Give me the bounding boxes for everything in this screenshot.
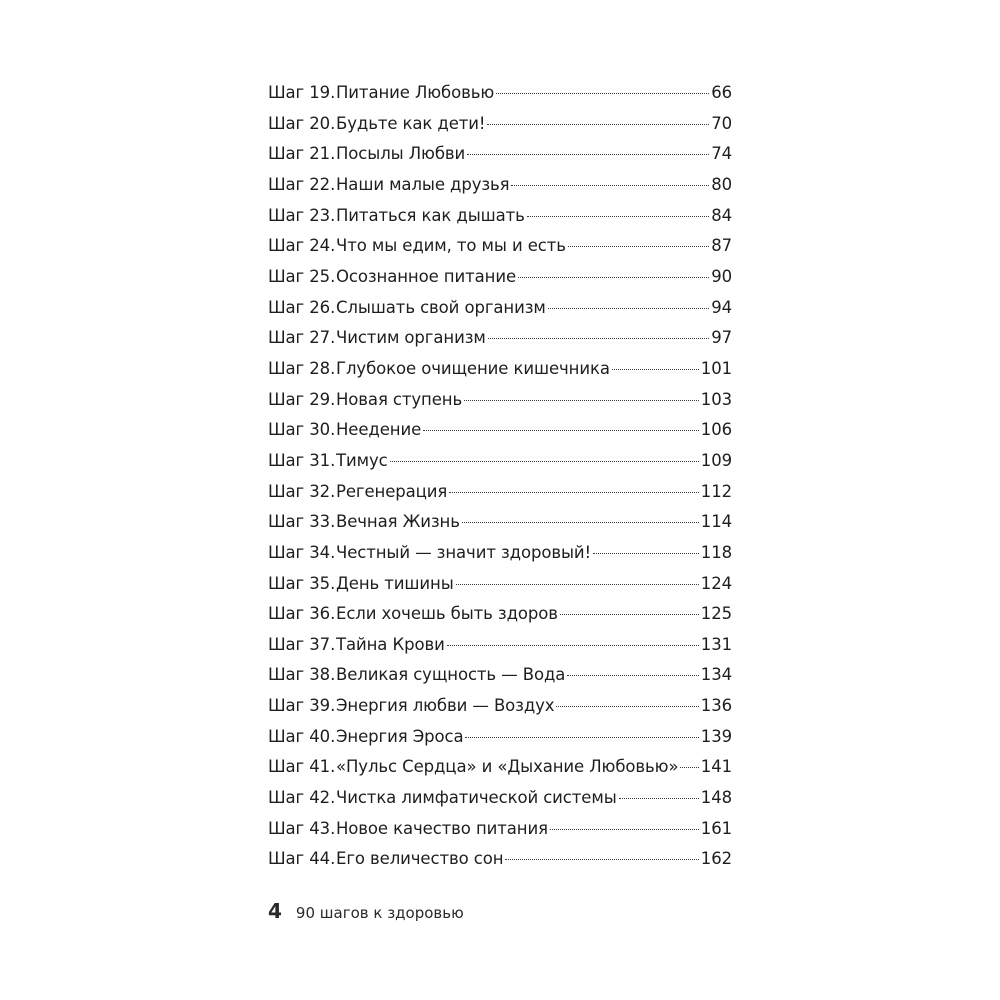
toc-entry-title: Энергия Эроса (336, 726, 464, 746)
toc-entry[interactable] (268, 569, 732, 600)
toc-entry[interactable] (268, 139, 732, 170)
toc-entry-title: Честный — значит здоровый! (336, 542, 592, 562)
toc-entry-title: Если хочешь быть здоров (336, 604, 558, 624)
toc-step-label: Шаг 37. (268, 634, 336, 654)
toc-page-number: 162 (700, 849, 732, 869)
toc-step-label: Шаг 41. (268, 757, 336, 777)
toc-dot-leader (527, 216, 709, 217)
toc-dot-leader (511, 185, 709, 186)
toc-page-number: 161 (700, 818, 732, 838)
toc-step-label: Шаг 28. (268, 358, 336, 378)
toc-page-number: 106 (700, 420, 732, 440)
page-number: 4 (268, 899, 282, 923)
toc-page-number: 131 (700, 634, 732, 654)
toc-entry-title: Его величество сон (336, 849, 504, 869)
toc-step-label: Шаг 27. (268, 328, 336, 348)
toc-step-label: Шаг 44. (268, 849, 336, 869)
toc-entry-title: Чистка лимфатической системы (336, 788, 617, 808)
toc-entry-title: Великая сущность — Вода (336, 665, 566, 685)
toc-dot-leader (423, 430, 699, 431)
toc-dot-leader (560, 614, 699, 615)
toc-page-number: 125 (700, 604, 732, 624)
toc-page-number: 103 (700, 389, 732, 409)
toc-entry[interactable] (268, 109, 732, 140)
toc-step-label: Шаг 21. (268, 144, 336, 164)
toc-entry-title: Вечная Жизнь (336, 512, 460, 532)
toc-entry-title: Тимус (336, 450, 388, 470)
toc-entry[interactable] (268, 262, 732, 293)
toc-entry-title: Чистим организм (336, 328, 486, 348)
toc-step-label: Шаг 19. (268, 83, 336, 102)
toc-entry-title: Питаться как дышать (336, 205, 525, 225)
toc-dot-leader (487, 124, 709, 125)
toc-entry-title: Регенерация (336, 481, 448, 501)
toc-dot-leader (556, 706, 698, 707)
toc-entry[interactable] (268, 844, 732, 875)
toc-entry[interactable] (268, 385, 732, 416)
toc-page-number: 80 (711, 174, 732, 194)
toc-page-number: 139 (700, 726, 732, 746)
toc-entry[interactable] (268, 415, 732, 446)
toc-step-label: Шаг 33. (268, 512, 336, 532)
toc-page-number: 109 (700, 450, 732, 470)
toc-step-label: Шаг 34. (268, 542, 336, 562)
toc-step-label: Шаг 38. (268, 665, 336, 685)
toc-page-number: 90 (711, 266, 732, 286)
toc-page-number: 66 (711, 83, 732, 102)
toc-dot-leader (449, 492, 699, 493)
toc-step-label: Шаг 25. (268, 266, 336, 286)
toc-page-number: 70 (711, 113, 732, 133)
toc-page-number: 141 (700, 757, 732, 777)
toc-page-number: 74 (711, 144, 732, 164)
toc-page-number: 94 (711, 297, 732, 317)
toc-entry-title: Неедение (336, 420, 422, 440)
toc-page-number: 148 (700, 788, 732, 808)
toc-entry-title: Питание Любовью (336, 83, 495, 102)
toc-entry[interactable] (268, 446, 732, 477)
toc-dot-leader (619, 798, 699, 799)
toc-entry[interactable] (268, 170, 732, 201)
toc-entry[interactable] (268, 507, 732, 538)
toc-entry-title: День тишины (336, 573, 454, 593)
running-title: 90 шагов к здоровью (295, 904, 464, 922)
toc-entry-title: Новое качество питания (336, 818, 548, 838)
toc-step-label: Шаг 30. (268, 420, 336, 440)
toc-entry-title: Что мы едим, то мы и есть (336, 236, 566, 256)
toc-entry[interactable] (268, 201, 732, 232)
toc-dot-leader (568, 246, 709, 247)
toc-entry[interactable] (268, 477, 732, 508)
toc-step-label: Шаг 31. (268, 450, 336, 470)
toc-dot-leader (593, 553, 699, 554)
toc-step-label: Шаг 43. (268, 818, 336, 838)
toc-entry[interactable] (268, 78, 732, 109)
toc-page-number: 84 (711, 205, 732, 225)
toc-dot-leader (612, 369, 699, 370)
toc-entry-title: Будьте как дети! (336, 113, 486, 133)
toc-step-label: Шаг 35. (268, 573, 336, 593)
toc-dot-leader (518, 277, 709, 278)
toc-entry-title: Осознанное питание (336, 266, 516, 286)
toc-entry[interactable] (268, 323, 732, 354)
toc-step-label: Шаг 36. (268, 604, 336, 624)
toc-page-number: 97 (711, 328, 732, 348)
toc-page-number: 118 (700, 542, 732, 562)
toc-dot-leader (464, 400, 699, 401)
toc-dot-leader (548, 308, 709, 309)
page-footer (268, 899, 464, 923)
toc-dot-leader (390, 461, 699, 462)
toc-step-label: Шаг 29. (268, 389, 336, 409)
toc-page-number: 101 (700, 358, 732, 378)
toc-dot-leader (465, 737, 698, 738)
toc-entry[interactable] (268, 599, 732, 630)
toc-entry-title: «Пульс Сердца» и «Дыхание Любовью» (336, 757, 679, 777)
toc-dot-leader (488, 338, 709, 339)
toc-entry[interactable] (268, 538, 732, 569)
toc-dot-leader (567, 675, 699, 676)
toc-dot-leader (447, 645, 699, 646)
toc-dot-leader (456, 584, 699, 585)
table-of-contents (268, 78, 732, 875)
toc-entry-title: Наши малые друзья (336, 174, 510, 194)
toc-dot-leader (550, 829, 699, 830)
toc-entry[interactable] (268, 660, 732, 691)
toc-entry-title: Новая ступень (336, 389, 463, 409)
toc-entry[interactable] (268, 630, 732, 661)
toc-page-number: 134 (700, 665, 732, 685)
toc-dot-leader (467, 154, 709, 155)
toc-dot-leader (680, 767, 698, 768)
toc-page-number: 87 (711, 236, 732, 256)
toc-step-label: Шаг 39. (268, 696, 336, 716)
toc-step-label: Шаг 24. (268, 236, 336, 256)
toc-entry[interactable] (268, 783, 732, 814)
toc-page-number: 112 (700, 481, 732, 501)
toc-dot-leader (462, 522, 699, 523)
toc-step-label: Шаг 42. (268, 788, 336, 808)
toc-dot-leader (496, 93, 709, 94)
toc-entry-title: Слышать свой организм (336, 297, 546, 317)
toc-entry-title: Энергия любви — Воздух (336, 696, 555, 716)
toc-step-label: Шаг 26. (268, 297, 336, 317)
toc-page-number: 114 (700, 512, 732, 532)
toc-entry[interactable] (268, 293, 732, 324)
toc-entry[interactable] (268, 691, 732, 722)
toc-entry-title: Посылы Любви (336, 144, 466, 164)
toc-step-label: Шаг 22. (268, 174, 336, 194)
toc-entry[interactable] (268, 354, 732, 385)
toc-page-number: 136 (700, 696, 732, 716)
toc-entry-title: Глубокое очищение кишечника (336, 358, 610, 378)
toc-entry[interactable] (268, 752, 732, 783)
toc-entry[interactable] (268, 722, 732, 753)
toc-entry-title: Тайна Крови (336, 634, 445, 654)
toc-step-label: Шаг 32. (268, 481, 336, 501)
toc-step-label: Шаг 40. (268, 726, 336, 746)
toc-dot-leader (505, 859, 698, 860)
toc-step-label: Шаг 23. (268, 205, 336, 225)
toc-page-number: 124 (700, 573, 732, 593)
toc-step-label: Шаг 20. (268, 113, 336, 133)
toc-entry[interactable] (268, 814, 732, 845)
toc-entry[interactable] (268, 231, 732, 262)
